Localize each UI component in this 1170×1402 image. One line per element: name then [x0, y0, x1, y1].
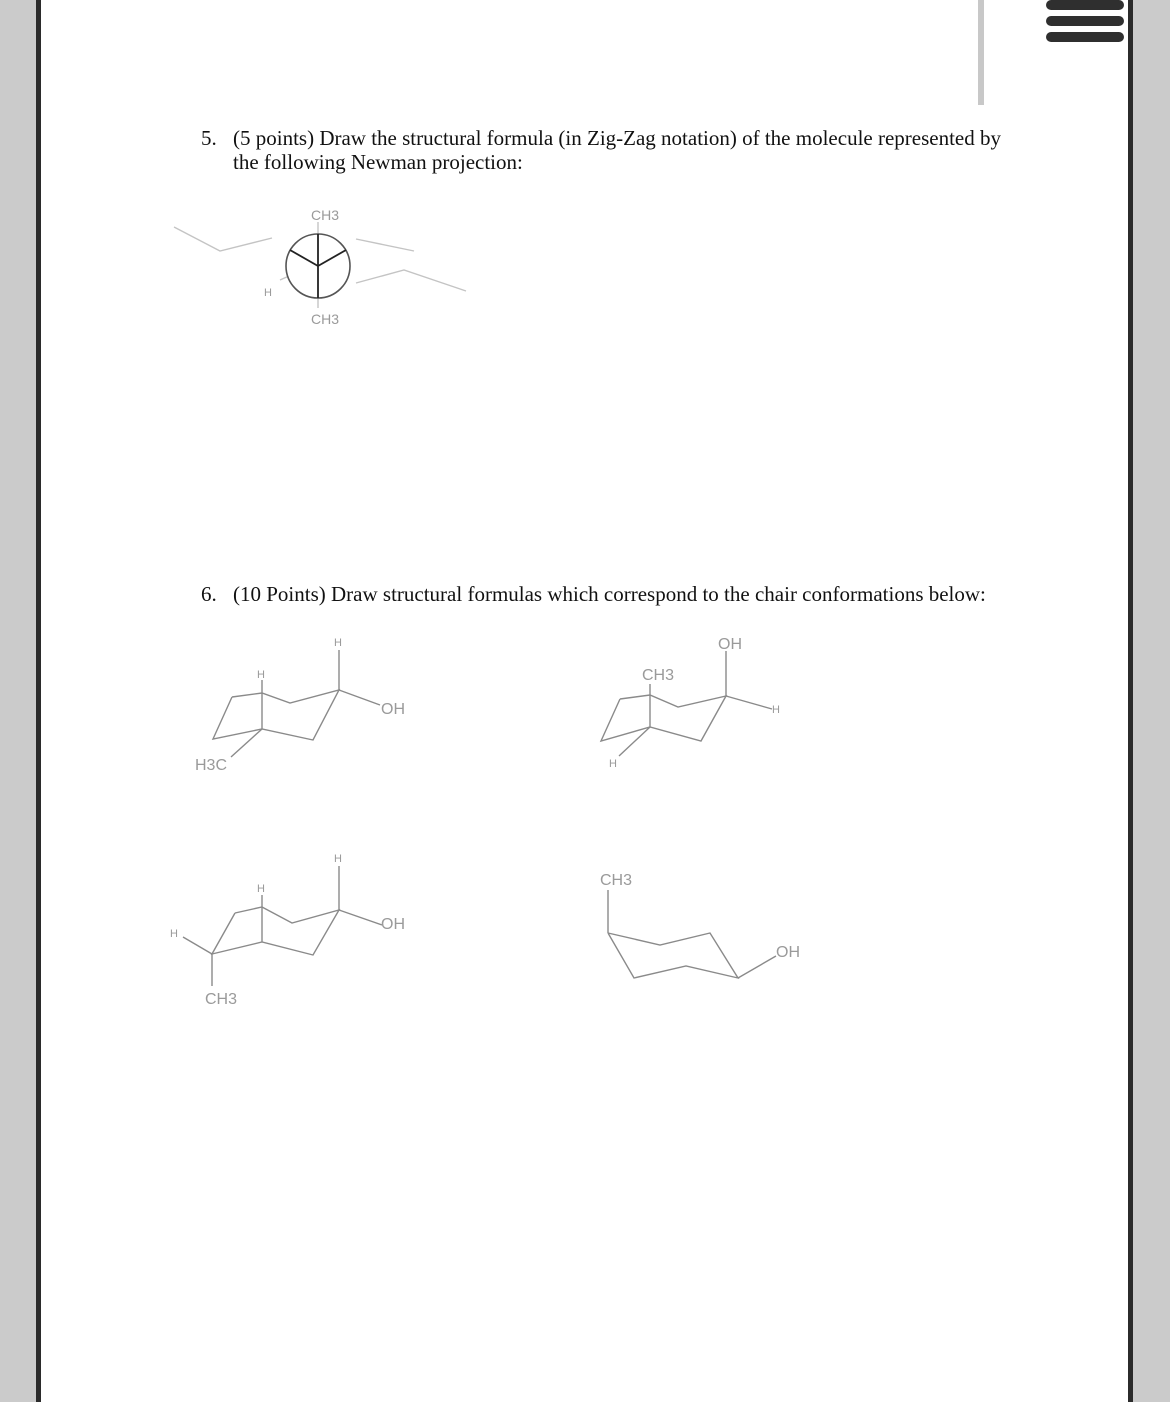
chair2-h-right: H	[772, 704, 780, 716]
chair1-h-left: H	[257, 669, 265, 681]
question-6-text: (10 Points) Draw structural formulas which correspond to the chair conformations below:	[233, 582, 986, 606]
question-5-text: (5 points) Draw the structural formula (in Zig-Zag notation) of the molecule represented by the following Newman projection:	[233, 126, 1001, 174]
chair-conformation-4	[600, 872, 800, 978]
newman-bottom-label: CH3	[311, 311, 340, 327]
newman-left-label: H	[264, 287, 272, 299]
chair2-oh: OH	[718, 636, 742, 653]
chair-conformation-1	[195, 637, 405, 774]
chair4-oh: OH	[776, 944, 800, 961]
question-6-number: 6.	[201, 582, 217, 606]
newman-projection	[174, 207, 466, 327]
chair3-h-left: H	[257, 883, 265, 895]
chair3-h-top: H	[334, 853, 342, 865]
chair2-methyl: CH3	[642, 667, 675, 684]
chair3-oh: OH	[381, 916, 405, 933]
chair1-oh: OH	[381, 701, 405, 718]
question-5-number: 5.	[201, 126, 217, 150]
newman-top-label: CH3	[311, 207, 340, 223]
chair1-methyl: H3C	[195, 757, 228, 774]
chair1-h-top: H	[334, 637, 342, 649]
chair4-methyl: CH3	[600, 872, 633, 889]
chair3-methyl: CH3	[205, 991, 238, 1008]
chair3-h-far: H	[170, 928, 178, 940]
chair-conformation-3	[170, 853, 405, 1008]
chair-conformation-2	[601, 636, 780, 770]
chair2-h-bottom: H	[609, 758, 617, 770]
